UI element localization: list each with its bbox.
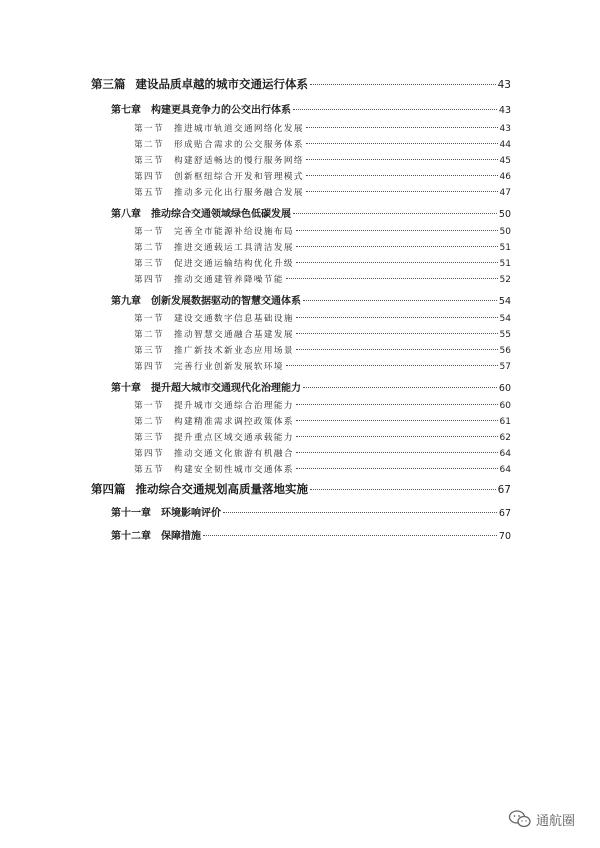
toc-title: 推动交通文化旅游有机融合 bbox=[173, 449, 294, 459]
toc-page-number: 64 bbox=[499, 449, 511, 459]
toc-label: 第五节 bbox=[134, 188, 164, 198]
leader-dots bbox=[296, 317, 498, 318]
toc-section[interactable] bbox=[134, 241, 511, 253]
toc-page-number: 54 bbox=[498, 296, 511, 307]
toc-title: 环境影响评价 bbox=[161, 508, 221, 519]
toc-title: 推进城市轨道交通网络化发展 bbox=[173, 124, 304, 134]
leader-dots bbox=[306, 143, 498, 144]
toc-page-number: 61 bbox=[499, 417, 511, 427]
toc-label: 第三节 bbox=[134, 156, 164, 166]
leader-dots bbox=[303, 300, 497, 301]
toc-label: 第五节 bbox=[134, 465, 164, 475]
toc-page-number: 50 bbox=[499, 227, 511, 237]
leader-dots bbox=[306, 175, 498, 176]
toc-section[interactable] bbox=[134, 360, 511, 372]
leader-dots bbox=[310, 489, 496, 490]
leader-dots bbox=[296, 452, 498, 453]
toc-title: 完善全市能源补给设施布局 bbox=[173, 227, 294, 237]
toc-title: 推动智慧交通融合基建发展 bbox=[173, 330, 294, 340]
toc-section[interactable] bbox=[134, 399, 511, 411]
toc-section[interactable] bbox=[134, 447, 511, 459]
toc-label: 第二节 bbox=[134, 243, 164, 253]
toc-page-number: 43 bbox=[497, 79, 511, 91]
toc-chapter[interactable] bbox=[111, 379, 511, 394]
toc-page-number: 60 bbox=[499, 401, 511, 411]
toc-label: 第七章 bbox=[111, 105, 141, 116]
toc-page-number: 43 bbox=[499, 124, 511, 134]
toc-page-number: 43 bbox=[498, 105, 511, 116]
toc-title: 创新枢纽综合开发和管理模式 bbox=[173, 172, 304, 182]
toc-page-number: 57 bbox=[499, 362, 511, 372]
toc-section[interactable] bbox=[134, 415, 511, 427]
toc-title: 建设交通数字信息基础设施 bbox=[173, 314, 294, 324]
toc-label: 第三节 bbox=[134, 433, 164, 443]
toc-label: 第四篇 bbox=[91, 482, 126, 496]
toc-section[interactable] bbox=[134, 273, 511, 285]
toc-page-number: 46 bbox=[499, 172, 511, 182]
toc-section[interactable] bbox=[134, 344, 511, 356]
toc-section[interactable] bbox=[134, 154, 511, 166]
toc-label: 第十二章 bbox=[111, 531, 151, 542]
toc-chapter[interactable] bbox=[111, 205, 511, 220]
toc-section[interactable] bbox=[134, 328, 511, 340]
toc-page-number: 67 bbox=[497, 484, 511, 496]
toc-page-number: 70 bbox=[498, 531, 511, 542]
leader-dots bbox=[296, 230, 498, 231]
leader-dots bbox=[293, 109, 497, 110]
leader-dots bbox=[306, 191, 498, 192]
toc-label: 第八章 bbox=[111, 209, 141, 220]
toc-title: 构建精准需求调控政策体系 bbox=[173, 417, 294, 427]
toc-part[interactable] bbox=[91, 481, 511, 497]
toc-page-number: 56 bbox=[499, 346, 511, 356]
toc-page-number: 51 bbox=[499, 243, 511, 253]
toc-title: 构建更具竞争力的公交出行体系 bbox=[151, 105, 291, 116]
toc-page-number: 62 bbox=[499, 433, 511, 443]
toc-title: 完善行业创新发展软环境 bbox=[173, 362, 284, 372]
toc-title: 提升超大城市交通现代化治理能力 bbox=[151, 383, 301, 394]
watermark bbox=[508, 809, 575, 829]
leader-dots bbox=[296, 246, 498, 247]
toc-label: 第一节 bbox=[134, 401, 164, 411]
toc-title: 形成贴合需求的公交服务体系 bbox=[173, 140, 304, 150]
toc-section[interactable] bbox=[134, 257, 511, 269]
leader-dots bbox=[293, 213, 497, 214]
toc-title: 推动综合交通领域绿色低碳发展 bbox=[151, 209, 291, 220]
toc-label: 第二节 bbox=[134, 330, 164, 340]
toc-chapter[interactable] bbox=[111, 504, 511, 519]
toc-title: 促进交通运输结构优化升级 bbox=[173, 259, 294, 269]
leader-dots bbox=[296, 404, 498, 405]
toc-section[interactable] bbox=[134, 186, 511, 198]
toc-label: 第一节 bbox=[134, 124, 164, 134]
toc-title: 推动综合交通规划高质量落地实施 bbox=[135, 482, 308, 496]
toc-label: 第十章 bbox=[111, 383, 141, 394]
toc-title: 推动多元化出行服务融合发展 bbox=[173, 188, 304, 198]
toc-page-number: 44 bbox=[499, 140, 511, 150]
toc-label: 第四节 bbox=[134, 449, 164, 459]
toc-title: 保障措施 bbox=[161, 531, 201, 542]
toc-page-number: 47 bbox=[499, 188, 511, 198]
toc-title: 提升重点区域交通承载能力 bbox=[173, 433, 294, 443]
toc-page-number: 60 bbox=[498, 383, 511, 394]
toc-label: 第一节 bbox=[134, 227, 164, 237]
toc-page-number: 50 bbox=[498, 209, 511, 220]
wechat-icon bbox=[508, 809, 532, 829]
toc-section[interactable] bbox=[134, 170, 511, 182]
leader-dots bbox=[296, 468, 498, 469]
leader-dots bbox=[203, 535, 497, 536]
toc-label: 第一节 bbox=[134, 314, 164, 324]
leader-dots bbox=[296, 436, 498, 437]
leader-dots bbox=[306, 159, 498, 160]
toc-title: 建设品质卓越的城市交通运行体系 bbox=[135, 77, 308, 91]
toc-label: 第四节 bbox=[134, 275, 164, 285]
toc-section[interactable] bbox=[134, 463, 511, 475]
toc-part[interactable] bbox=[91, 76, 511, 92]
toc-title: 推进交通载运工具清洁发展 bbox=[173, 243, 294, 253]
toc-page-number: 52 bbox=[499, 275, 511, 285]
toc-page-number: 51 bbox=[499, 259, 511, 269]
watermark-text: 通航圈 bbox=[536, 813, 576, 829]
toc-page-number: 54 bbox=[499, 314, 511, 324]
leader-dots bbox=[223, 512, 497, 513]
toc-title: 构建安全韧性城市交通体系 bbox=[173, 465, 294, 475]
leader-dots bbox=[296, 349, 498, 350]
toc-chapter[interactable] bbox=[111, 292, 511, 307]
toc-page-number: 67 bbox=[498, 508, 511, 519]
toc-page-number: 64 bbox=[499, 465, 511, 475]
toc-label: 第九章 bbox=[111, 296, 141, 307]
toc-title: 提升城市交通综合治理能力 bbox=[173, 401, 294, 411]
toc-title: 构建舒适畅达的慢行服务网络 bbox=[173, 156, 304, 166]
toc-label: 第四节 bbox=[134, 172, 164, 182]
toc-label: 第三节 bbox=[134, 346, 164, 356]
toc-label: 第十一章 bbox=[111, 508, 151, 519]
toc-page-number: 55 bbox=[499, 330, 511, 340]
toc-label: 第二节 bbox=[134, 140, 164, 150]
toc-title: 推广新技术新业态应用场景 bbox=[173, 346, 294, 356]
leader-dots bbox=[303, 387, 497, 388]
leader-dots bbox=[286, 365, 498, 366]
leader-dots bbox=[296, 420, 498, 421]
leader-dots bbox=[296, 333, 498, 334]
toc-label: 第四节 bbox=[134, 362, 164, 372]
toc-title: 推动交通建管养降噪节能 bbox=[173, 275, 284, 285]
toc-section[interactable] bbox=[134, 122, 511, 134]
toc-label: 第二节 bbox=[134, 417, 164, 427]
toc-section[interactable] bbox=[134, 225, 511, 237]
toc-section[interactable] bbox=[134, 312, 511, 324]
toc-page-number: 45 bbox=[499, 156, 511, 166]
leader-dots bbox=[296, 262, 498, 263]
toc-chapter[interactable] bbox=[111, 527, 511, 542]
toc-section[interactable] bbox=[134, 138, 511, 150]
leader-dots bbox=[286, 278, 498, 279]
toc-section[interactable] bbox=[134, 431, 511, 443]
leader-dots bbox=[310, 84, 496, 85]
leader-dots bbox=[306, 127, 498, 128]
toc-label: 第三篇 bbox=[91, 77, 126, 91]
toc-label: 第三节 bbox=[134, 259, 164, 269]
toc-title: 创新发展数据驱动的智慧交通体系 bbox=[151, 296, 301, 307]
toc-chapter[interactable] bbox=[111, 101, 511, 116]
